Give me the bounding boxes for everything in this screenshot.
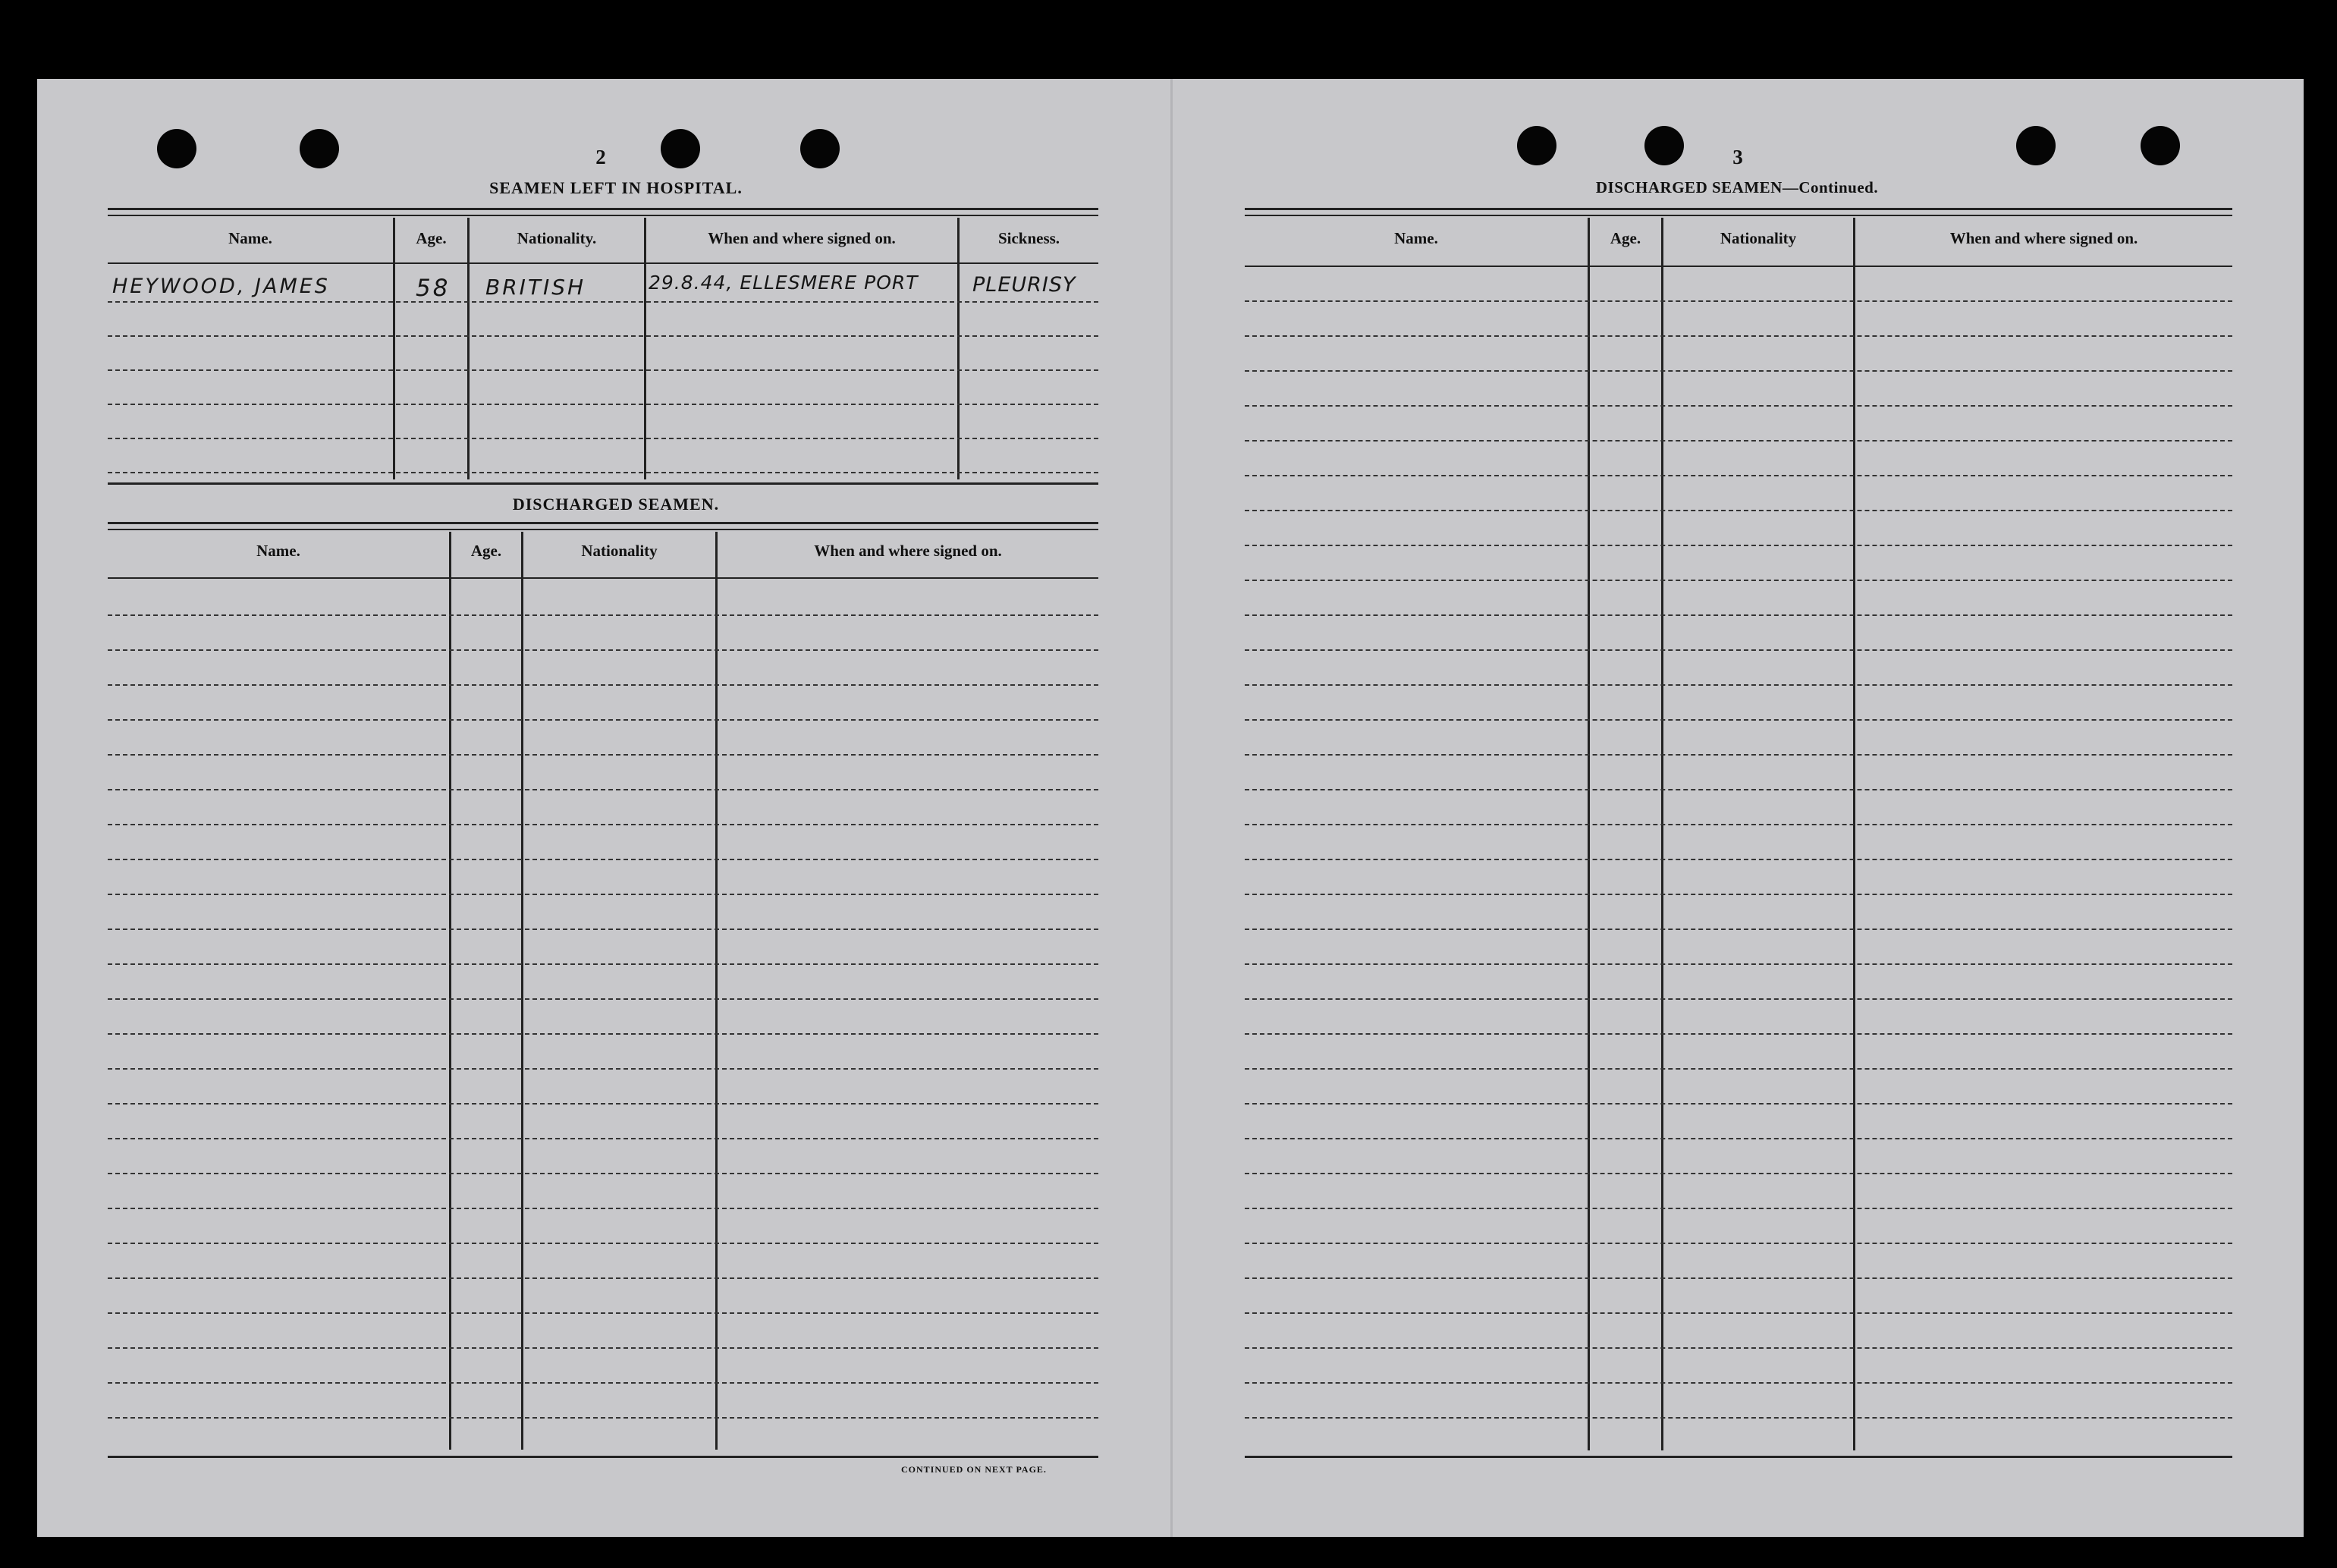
row-line bbox=[1245, 1312, 2232, 1314]
row-line bbox=[108, 789, 1098, 790]
row-line bbox=[1245, 440, 2232, 441]
row-line bbox=[1245, 1068, 2232, 1070]
row-line bbox=[108, 754, 1098, 756]
row-line bbox=[1245, 1347, 2232, 1349]
column-header-name: Name. bbox=[256, 542, 300, 560]
row-line bbox=[108, 335, 1098, 337]
column-divider bbox=[1853, 218, 1855, 1450]
row-line bbox=[1245, 475, 2232, 476]
column-header-signed-on: When and where signed on. bbox=[814, 542, 1002, 560]
row-line bbox=[1245, 335, 2232, 337]
column-divider bbox=[1588, 218, 1590, 1450]
column-header-age: Age. bbox=[1610, 229, 1641, 247]
row-line bbox=[1245, 580, 2232, 581]
entry-name: HEYWOOD, JAMES bbox=[112, 275, 330, 298]
column-divider bbox=[644, 218, 646, 479]
entry-signed-on: 29.8.44, ELLESMERE PORT bbox=[649, 272, 919, 294]
column-header-name: Name. bbox=[1394, 229, 1438, 247]
punch-hole bbox=[661, 129, 700, 168]
column-header-age: Age. bbox=[470, 542, 502, 560]
entry-age: 58 bbox=[416, 275, 451, 302]
row-line bbox=[108, 1277, 1098, 1279]
row-line bbox=[108, 1033, 1098, 1035]
row-line bbox=[108, 1208, 1098, 1209]
row-line bbox=[1245, 1382, 2232, 1384]
table-rule bbox=[108, 482, 1098, 485]
entry-nationality: BRITISH bbox=[485, 275, 586, 300]
row-line bbox=[108, 1382, 1098, 1384]
punch-hole bbox=[1644, 126, 1684, 165]
row-line bbox=[108, 963, 1098, 965]
punch-hole bbox=[800, 129, 840, 168]
table-rule bbox=[108, 215, 1098, 216]
table-rule bbox=[1245, 215, 2232, 216]
row-line bbox=[108, 894, 1098, 895]
column-divider bbox=[1661, 218, 1663, 1450]
punch-hole bbox=[157, 129, 196, 168]
row-line bbox=[1245, 1033, 2232, 1035]
row-line bbox=[108, 824, 1098, 825]
page-spine bbox=[1170, 79, 1173, 1537]
row-line bbox=[108, 929, 1098, 930]
column-header-nationality: Nationality. bbox=[517, 229, 597, 247]
row-line bbox=[1245, 300, 2232, 302]
row-line bbox=[1245, 859, 2232, 860]
table-rule bbox=[1245, 208, 2232, 210]
page-number: 3 bbox=[1732, 146, 1743, 168]
column-header-nationality: Nationality bbox=[581, 542, 658, 560]
header-underline bbox=[108, 577, 1098, 579]
row-line bbox=[1245, 614, 2232, 616]
row-line bbox=[1245, 370, 2232, 372]
row-line bbox=[1245, 929, 2232, 930]
row-line bbox=[1245, 1243, 2232, 1244]
row-line bbox=[108, 1312, 1098, 1314]
page-number: 2 bbox=[595, 146, 606, 168]
row-line bbox=[1245, 1138, 2232, 1139]
continued-note: CONTINUED ON NEXT PAGE. bbox=[901, 1464, 1047, 1475]
row-line bbox=[108, 998, 1098, 1000]
row-line bbox=[1245, 998, 2232, 1000]
row-line bbox=[1245, 1417, 2232, 1419]
row-line bbox=[1245, 1208, 2232, 1209]
row-line bbox=[108, 1243, 1098, 1244]
row-line bbox=[108, 649, 1098, 651]
row-line bbox=[108, 438, 1098, 439]
discharged-section-title: DISCHARGED SEAMEN. bbox=[512, 495, 720, 514]
row-line bbox=[108, 369, 1098, 371]
header-underline bbox=[1245, 266, 2232, 267]
column-header-sickness: Sickness. bbox=[997, 229, 1060, 247]
column-header-signed-on: When and where signed on. bbox=[708, 229, 896, 247]
row-line bbox=[108, 859, 1098, 860]
table-rule bbox=[108, 208, 1098, 210]
row-line bbox=[1245, 894, 2232, 895]
punch-hole bbox=[300, 129, 339, 168]
entry-sickness: PLEURISY bbox=[972, 273, 1076, 297]
punch-hole bbox=[2016, 126, 2056, 165]
row-line bbox=[108, 1068, 1098, 1070]
row-line bbox=[108, 719, 1098, 721]
punch-hole bbox=[1517, 126, 1556, 165]
row-line bbox=[1245, 1277, 2232, 1279]
row-line bbox=[1245, 405, 2232, 407]
row-line bbox=[1245, 754, 2232, 756]
row-line bbox=[108, 1417, 1098, 1419]
row-line bbox=[1245, 963, 2232, 965]
row-line bbox=[108, 684, 1098, 686]
hospital-section-title: SEAMEN LEFT IN HOSPITAL. bbox=[489, 178, 743, 197]
row-line bbox=[1245, 824, 2232, 825]
row-line bbox=[1245, 545, 2232, 546]
row-line bbox=[108, 1347, 1098, 1349]
row-line bbox=[1245, 510, 2232, 511]
row-line bbox=[1245, 684, 2232, 686]
table-rule bbox=[1245, 1456, 2232, 1458]
header-underline bbox=[108, 262, 1098, 264]
discharged-continued-title: DISCHARGED SEAMEN—Continued. bbox=[1595, 178, 1879, 196]
column-header-signed-on: When and where signed on. bbox=[1949, 229, 2138, 247]
row-line bbox=[108, 1173, 1098, 1174]
punch-hole bbox=[2141, 126, 2180, 165]
column-header-nationality: Nationality bbox=[1720, 229, 1797, 247]
row-line bbox=[108, 404, 1098, 405]
column-divider bbox=[467, 218, 470, 479]
row-line bbox=[108, 1138, 1098, 1139]
column-divider bbox=[393, 218, 395, 479]
row-line bbox=[1245, 1103, 2232, 1105]
row-line bbox=[1245, 649, 2232, 651]
column-divider bbox=[957, 218, 960, 479]
row-line bbox=[108, 472, 1098, 473]
column-header-name: Name. bbox=[228, 229, 272, 247]
table-rule bbox=[108, 529, 1098, 530]
row-line bbox=[108, 1103, 1098, 1105]
row-line bbox=[108, 301, 1098, 303]
row-line bbox=[108, 614, 1098, 616]
row-line bbox=[1245, 1173, 2232, 1174]
table-rule bbox=[108, 1456, 1098, 1458]
row-line bbox=[1245, 789, 2232, 790]
column-header-age: Age. bbox=[416, 229, 447, 247]
row-line bbox=[1245, 719, 2232, 721]
table-rule bbox=[108, 522, 1098, 524]
